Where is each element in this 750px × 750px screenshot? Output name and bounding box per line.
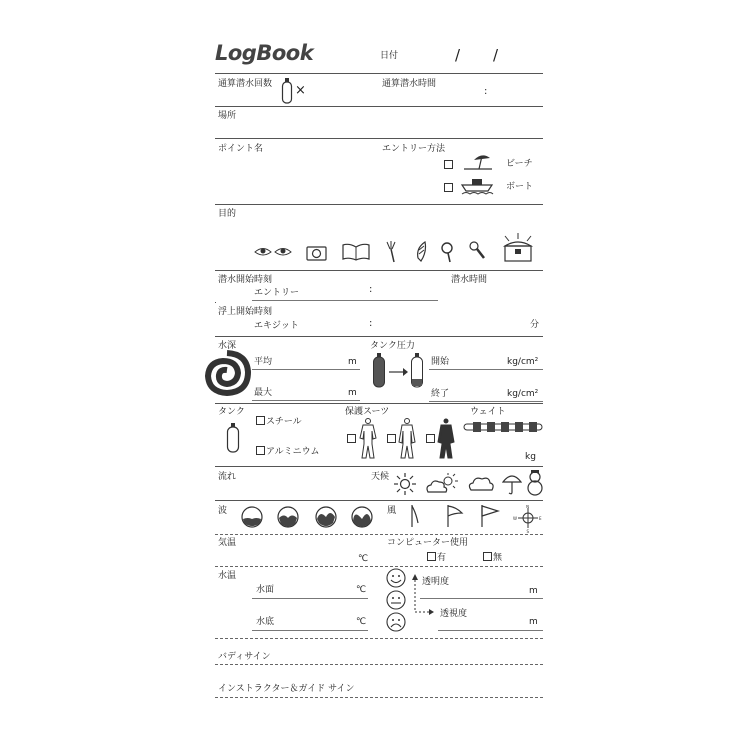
- divider: [215, 403, 543, 404]
- suit-3-checkbox[interactable]: [426, 434, 435, 443]
- water-temp-label: 水温: [218, 571, 237, 581]
- divider: [215, 106, 543, 107]
- surface-start-label: 浮上開始時刻: [218, 307, 273, 317]
- beach-umbrella-icon: [462, 152, 494, 174]
- current-label: 流れ: [218, 472, 237, 482]
- tank-label: タンク: [218, 407, 245, 417]
- suit-label: 保護スーツ: [345, 407, 390, 417]
- water-surface-unit: ℃: [356, 585, 367, 595]
- dive-time-label: 潜水時間: [451, 275, 488, 285]
- depth-avg-label: 平均: [254, 357, 273, 367]
- divider: [215, 534, 543, 535]
- water-surface-label: 水面: [256, 585, 275, 595]
- weight-label: ウェイト: [470, 407, 506, 417]
- date-slash-2: /: [493, 46, 499, 64]
- compass-n: N: [526, 505, 529, 509]
- instructor-sign-line[interactable]: [215, 697, 543, 698]
- compass-s: S: [526, 529, 530, 533]
- divider: [215, 500, 543, 501]
- boat-checkbox[interactable]: [444, 183, 453, 192]
- logbook-title: LogBook: [215, 41, 314, 65]
- exit-time-colon: :: [369, 318, 373, 329]
- snowman-icon: [526, 470, 544, 496]
- divider: [215, 336, 543, 337]
- divider: [215, 566, 543, 567]
- place-label: 場所: [218, 111, 237, 121]
- weight-belt-icon: [463, 421, 543, 433]
- tank-pressure-drop-icon: [373, 353, 427, 389]
- boat-option: ボート: [506, 182, 534, 192]
- wave-levels-icon: [240, 505, 380, 529]
- point-name-label: ポイント名: [218, 144, 264, 154]
- clarity-label: 透視度: [440, 609, 468, 619]
- shell-icon: [413, 240, 429, 264]
- buddy-sign-label: バディサイン: [218, 652, 271, 662]
- umbrella-icon: [502, 472, 522, 496]
- minutes-unit: 分: [530, 320, 540, 330]
- divider: [215, 138, 543, 139]
- beach-checkbox[interactable]: [444, 160, 453, 169]
- total-dives-label: 通算潜水回数: [218, 79, 273, 89]
- transparency-label: 透明度: [422, 577, 450, 587]
- book-icon: [341, 243, 371, 261]
- whirlpool-icon: [201, 348, 253, 398]
- weight-unit: kg: [525, 452, 536, 462]
- entry-time-colon: :: [369, 284, 373, 295]
- computer-no-checkbox[interactable]: [483, 552, 492, 561]
- steel-checkbox[interactable]: [256, 416, 265, 425]
- pressure-end-unit: kg/cm²: [507, 389, 539, 399]
- beach-option: ビーチ: [506, 159, 533, 169]
- boat-icon: [460, 176, 494, 196]
- aluminum-option: アルミニウム: [256, 446, 320, 458]
- total-time-label: 通算潜水時間: [382, 79, 437, 89]
- visibility-faces-icon: [385, 568, 409, 632]
- transparency-unit: m: [529, 586, 538, 596]
- pressure-start-unit: kg/cm²: [507, 357, 539, 367]
- shorty-suit-icon: [358, 418, 378, 460]
- compass-e: E: [539, 516, 542, 521]
- buddy-sign-line[interactable]: [215, 664, 543, 665]
- tank-icon: [226, 423, 240, 453]
- tank-pressure-label: タンク圧力: [370, 341, 415, 351]
- air-temp-unit: ℃: [358, 554, 369, 564]
- entry-sub-label: エントリー: [254, 288, 300, 298]
- divider: [215, 270, 543, 271]
- purpose-label: 目的: [218, 209, 237, 219]
- magnifier-icon: [440, 241, 456, 263]
- depth-max-label: 最大: [254, 388, 273, 398]
- sun-cloud-icon: [425, 473, 459, 495]
- compass-icon: [513, 505, 543, 533]
- computer-label: コンピューター使用: [387, 538, 469, 548]
- pressure-start-label: 開始: [431, 357, 450, 367]
- dive-start-label: 潜水開始時刻: [218, 275, 273, 285]
- date-slash-1: /: [455, 46, 461, 64]
- suit-1-checkbox[interactable]: [347, 434, 356, 443]
- entry-method-label: エントリー方法: [382, 144, 446, 154]
- computer-no: 無: [483, 552, 502, 564]
- eyes-icon: [253, 245, 295, 259]
- divider: [215, 466, 543, 467]
- computer-yes: 有: [427, 552, 446, 564]
- divider: [215, 73, 543, 74]
- clarity-unit: m: [529, 617, 538, 627]
- divider: [215, 204, 543, 205]
- instructor-sign-label: インストラクター＆ガイド サイン: [218, 684, 355, 694]
- water-bottom-unit: ℃: [356, 617, 367, 627]
- drysuit-icon: [436, 418, 456, 460]
- date-label: 日付: [380, 51, 399, 61]
- depth-label: 水深: [218, 341, 237, 351]
- waves-label: 波: [218, 506, 228, 516]
- sun-icon: [394, 473, 416, 495]
- depth-max-unit: m: [348, 388, 357, 398]
- treasure-chest-icon: [499, 232, 537, 264]
- suit-2-checkbox[interactable]: [387, 434, 396, 443]
- cloud-icon: [467, 474, 495, 492]
- lamp-icon: [468, 240, 486, 262]
- camera-icon: [306, 245, 328, 261]
- pressure-end-label: 終了: [431, 389, 450, 399]
- times-sign: ×: [295, 83, 306, 98]
- air-temp-label: 気温: [218, 538, 237, 548]
- tank-icon: [281, 78, 293, 104]
- wetsuit-icon: [397, 418, 417, 460]
- divider: [215, 638, 543, 639]
- entry-underline: [252, 300, 438, 301]
- wind-label: 風: [387, 506, 397, 516]
- wind-flags-icon: [404, 503, 504, 529]
- total-time-colon: :: [484, 86, 488, 97]
- computer-yes-checkbox[interactable]: [427, 552, 436, 561]
- water-bottom-label: 水底: [256, 617, 275, 627]
- aluminum-checkbox[interactable]: [256, 446, 265, 455]
- weather-label: 天候: [371, 472, 390, 482]
- compass-w: W: [513, 516, 517, 521]
- depth-avg-unit: m: [348, 357, 357, 367]
- fork-icon: [383, 240, 399, 264]
- exit-sub-label: エキジット: [254, 321, 299, 331]
- steel-option: スチール: [256, 416, 302, 428]
